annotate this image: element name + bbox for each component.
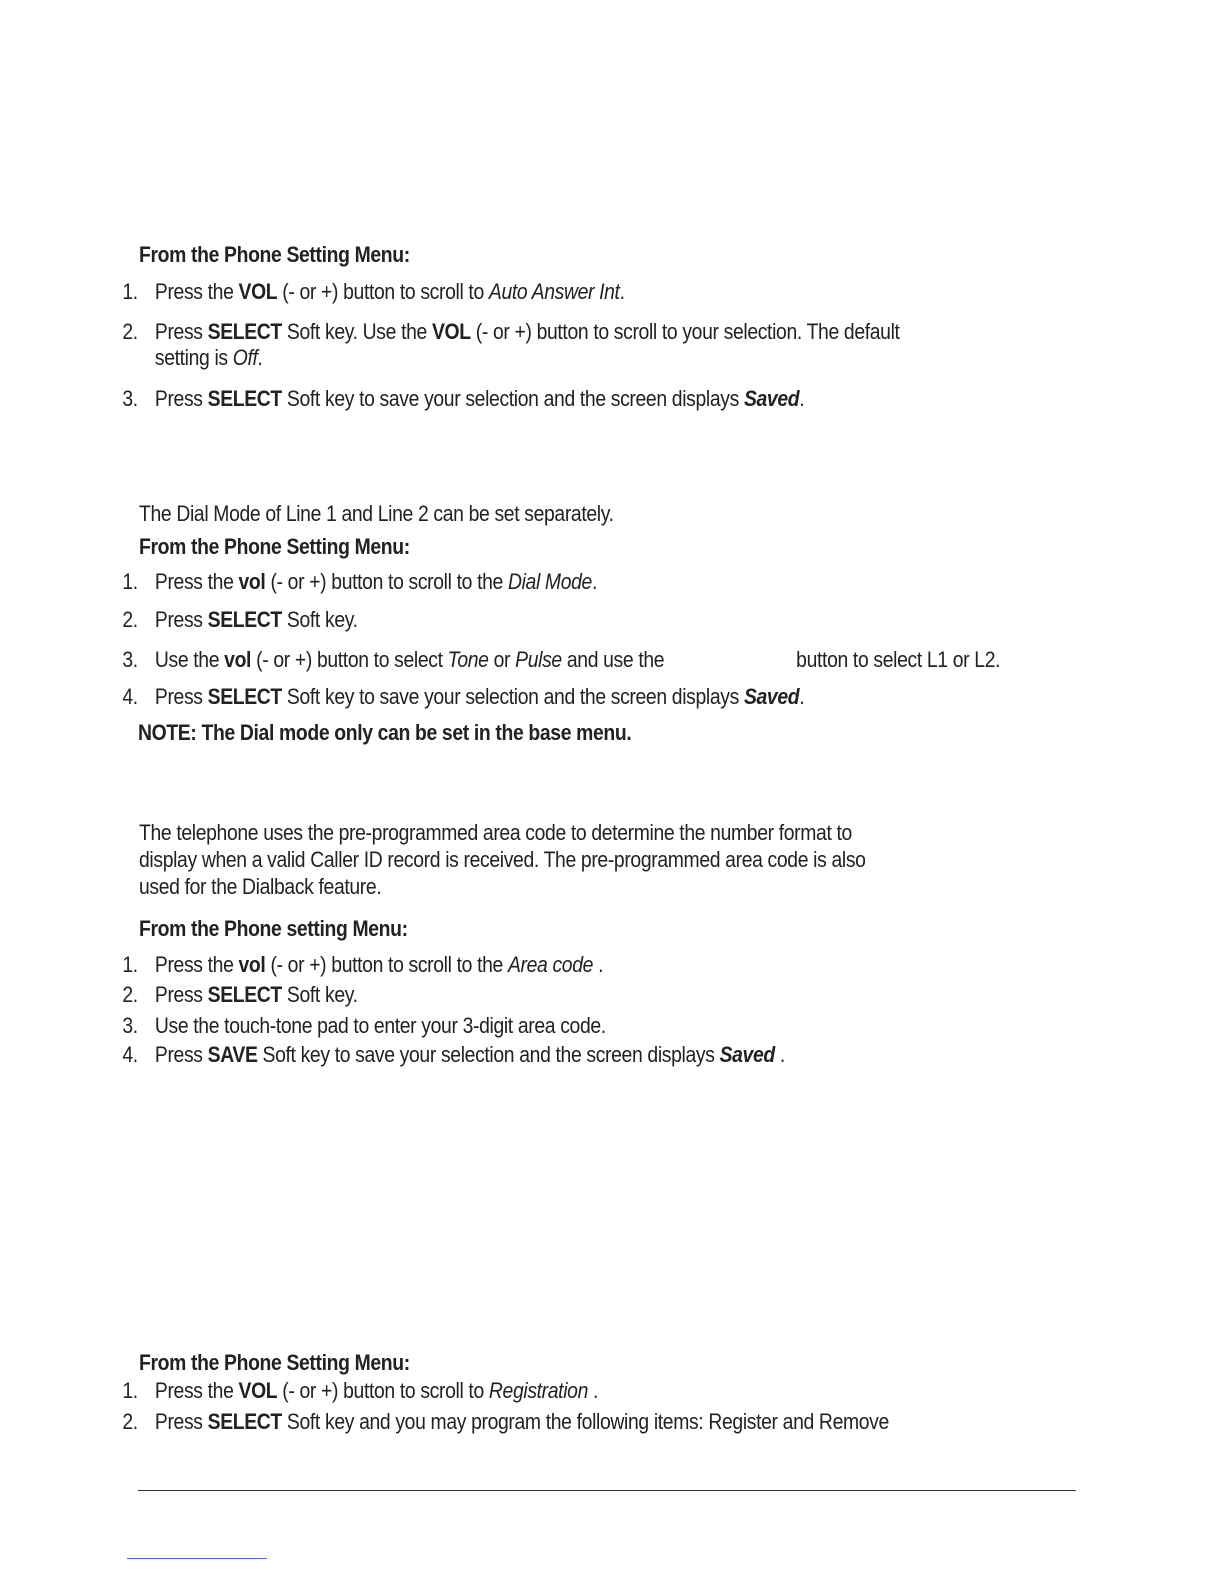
- footer-link-underline: [127, 1558, 267, 1559]
- section2-intro: The Dial Mode of Line 1 and Line 2 can be set separately.: [139, 501, 614, 526]
- section4-heading: From the Phone Setting Menu:: [139, 1350, 410, 1375]
- section3-intro-line-2: display when a valid Caller ID record is received. The pre-programmed area code is also: [139, 847, 866, 872]
- section3-intro-line-3: used for the Dialback feature.: [139, 874, 382, 899]
- footer-rule: [138, 1490, 1076, 1491]
- section3-intro-line-1: The telephone uses the pre-programmed area code to determine the number format to: [139, 820, 852, 845]
- section1-heading: From the Phone Setting Menu:: [139, 242, 410, 267]
- section3-heading: From the Phone setting Menu:: [139, 916, 408, 941]
- section2-note: NOTE: The Dial mode only can be set in the base menu.: [138, 720, 632, 745]
- section2-heading: From the Phone Setting Menu:: [139, 534, 410, 559]
- document-page: From the Phone Setting Menu: 1. Press the VOL (- or +) button to scroll to Auto Answer Int. 2. Press SELECT Soft key. Use the VOL (- or +) button to scroll to your selection. The default setting is Off. 3. Press SELECT Soft key to save your selection and the screen displays Saved. The Dial Mode of Line 1 and Line 2 can be set separately. From the Phone Setting Menu: 1. Press the vol (- or +) button to scroll to the Dial Mode. 2. Press SELECT Soft key. 3. Use the vol (- or +) button to select Tone or Pulse and use the button to select L1 or L2. 4. Press SELECT Soft key to save your selection and the screen displays Saved. NOTE: The Dial mode only can be set in the base menu. The telephone uses the pre-programmed area code to determine the number format to display when a valid Caller ID record is received. The pre-programmed area code is also used for the Dialback feature. From the Phone setting Menu: 1. Press the vol (- or +) button to scroll to the Area code . 2. Press SELECT Soft key. 3. Use the touch-tone pad to enter your 3-digit area code. 4. Press SAVE Soft key to save your selection and the screen displays Saved . From the Phone Setting Menu: 1. Press the VOL (- or +) button to scroll to Registration . 2. Press SELECT Soft key and you may program the following items: Register and Remove: [0, 0, 1224, 1584]
